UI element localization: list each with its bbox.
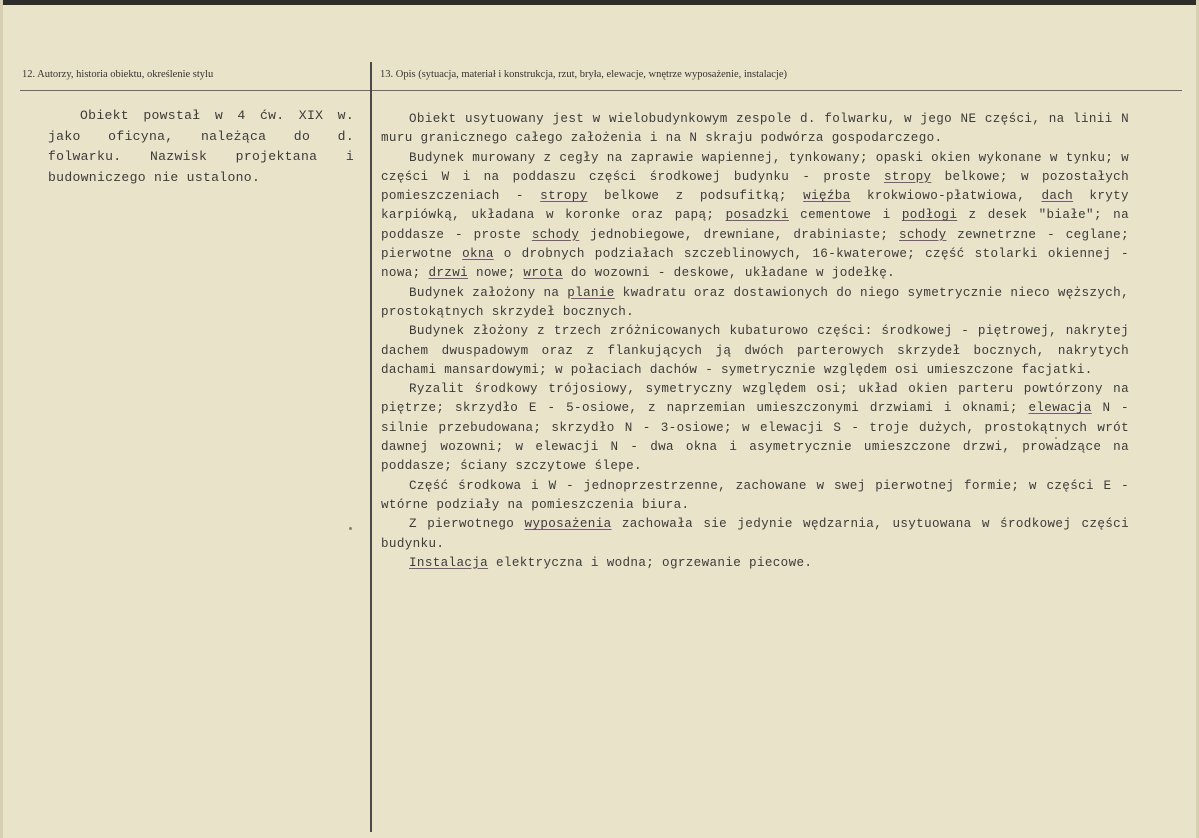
keyword-schody-2: schody (899, 227, 947, 242)
keyword-schody: schody (531, 227, 580, 242)
paragraph-furnishing: Z pierwotnego wyposażenia zachowała sie jedynie wędzarnia, usytuowana w środkowej części budynku. (381, 517, 1129, 551)
keyword-dach: dach (1041, 189, 1074, 204)
paper-speck (349, 527, 352, 530)
paragraph-installations: Instalacja elektryczna i wodna; ogrzewanie piecowe. (409, 555, 813, 570)
keyword-posadzki: posadzki (725, 208, 789, 223)
paragraph-plan: Budynek założony na planie kwadratu oraz dostawionych do niego symetrycznie nieco węższych, prostokątnych skrzydeł bocznych. (381, 285, 1129, 319)
keyword-wyposazenia: wyposażenia (524, 517, 612, 532)
keyword-planie: planie (567, 285, 615, 300)
paragraph-interior: Część środkowa i W - jednoprzestrzenne, zachowane w swej pierwotnej formie; w części E - wtórne podziały na pomieszczenia biura. (381, 478, 1129, 512)
column-divider (370, 62, 372, 832)
paragraph-elevations: Ryzalit środkowy trójosiowy, symetryczny względem osi; układ okien parteru powtórzony na piętrze; skrzydło E - 5-osiowe, z naprzemian umieszczonymi drzwiami i oknami; elewacja N - silnie przebudowana; skrzydło N - 3-osiowe; w elewacji S - troje dużych, prostokątnych wrót dawnej wozowni; w elewacji N - dwa okna i asymetrycznie umieszczone drzwi, prowadzące na poddasze; ściany szczytowe ślepe. (381, 382, 1129, 474)
paragraph-location: Obiekt usytuowany jest w wielobudynkowym zespole d. folwarku, w jego NE części, na linii N muru granicznego całego założenia i na N skraju podwórza gospodarczego. (381, 112, 1129, 146)
authors-history-content: Obiekt powstał w 4 ćw. XIX w. jako oficyna, należąca do d. folwarku. Nazwisk projektana i budowniczego nie ustalono. (48, 108, 354, 185)
authors-history-text (48, 106, 354, 188)
keyword-podlogi: podłogi (901, 208, 958, 223)
top-border (0, 0, 1199, 5)
keyword-drzwi: drzwi (428, 266, 469, 281)
paragraph-massing: Budynek złożony z trzech zróżnicowanych kubaturowo części: środkowej - piętrowej, nakrytej dachem dwuspadowym oraz z flankujących ją dwóch parterowych skrzydeł bocznych, nakrytych dachami mansardowymi; w połaciach dachów - symetrycznie względem osi umieszczone facjatki. (381, 324, 1129, 377)
keyword-elewacja: elewacja (1028, 401, 1092, 416)
header-rule (20, 90, 1182, 91)
keyword-okna: okna (462, 247, 494, 262)
paragraph-materials: Budynek murowany z cegły na zaprawie wapiennej, tynkowany; opaski okien wykonane w tynku; w części W i na poddaszu części środkowej budynku - proste stropy belkowe; w pozostałych pomieszczeniach - stropy belkowe z podsufitką; więźba krokwiowo-płatwiowa, dach kryty karpiówką, układana w koronke oraz papą; posadzki cementowe i podłogi z desek "białe"; na poddasze - proste schody jednobiegowe, drewniane, drabiniaste; schody zewnetrzne - ceglane; pierwotne okna o drobnych podziałach szczeblinowych, 16-kwaterowe; część stolarki okiennej - nowa; drzwi nowe; wrota do wozowni - deskowe, układane w jodełkę. (381, 150, 1129, 281)
keyword-instalacja: Instalacja (409, 555, 489, 570)
left-edge (0, 0, 3, 838)
section-13-header: 13. Opis (sytuacja, materiał i konstrukcja, rzut, bryła, elewacje, wnętrze wyposażenie, instalacje) (380, 69, 788, 80)
keyword-wiezba: więźba (803, 189, 851, 204)
description-text (381, 110, 1129, 573)
keyword-stropy: stropy (883, 169, 932, 184)
section-12-header: 12. Autorzy, historia obiektu, określenie stylu (22, 69, 214, 80)
paper-speck (1055, 437, 1057, 439)
keyword-wrota: wrota (523, 266, 563, 281)
keyword-stropy-2: stropy (540, 189, 588, 204)
